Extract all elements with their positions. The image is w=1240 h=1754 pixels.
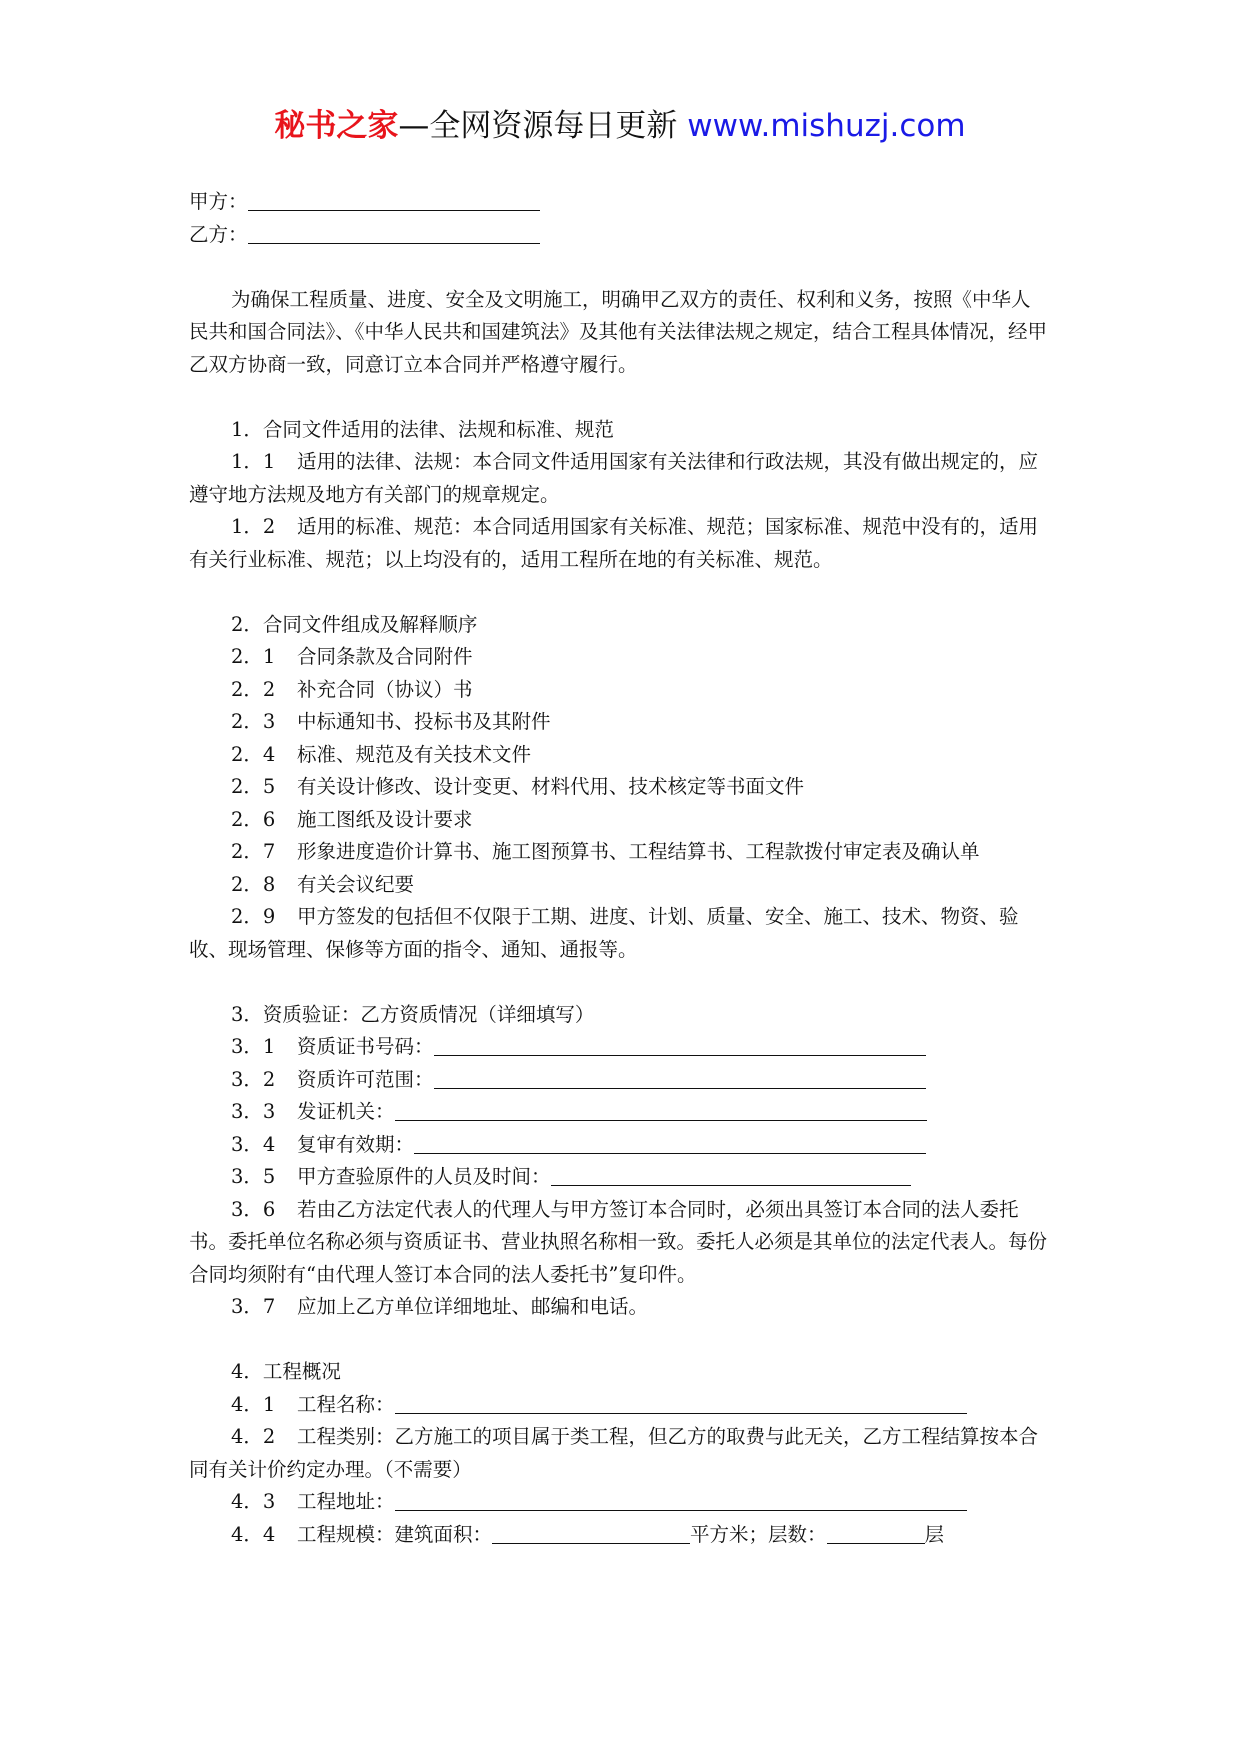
site-url-link[interactable]: www.mishuzj.com xyxy=(677,108,966,144)
clause-text: 适用的法律、法规：本合同文件适用国家有关法律和行政法规，其没有做出规定的，应遵守地方法规及地方有关部门的规章规定。 xyxy=(189,450,1039,506)
clause-number: 2．4 xyxy=(231,742,276,766)
clause-number: 3．5 xyxy=(231,1165,276,1188)
clause-1-2 xyxy=(189,511,1049,576)
clause-3-2 xyxy=(189,1064,1049,1097)
clause-number: 2．2 xyxy=(231,677,276,701)
party-a-line xyxy=(189,186,1049,219)
clause-2-8 xyxy=(189,869,1049,902)
clause-number: 2．8 xyxy=(231,872,276,896)
field-label: 甲方查验原件的人员及时间： xyxy=(297,1165,551,1188)
section-3-title: 3．资质验证：乙方资质情况（详细填写） xyxy=(231,1002,595,1026)
issuing-authority-blank[interactable] xyxy=(395,1100,927,1121)
field-label: 工程名称： xyxy=(297,1392,395,1416)
party-b-line xyxy=(189,219,1049,252)
clause-text: 应加上乙方单位详细地址、邮编和电话。 xyxy=(297,1295,649,1318)
field-label: 工程地址： xyxy=(297,1490,395,1513)
party-a-label: 甲方： xyxy=(189,190,248,213)
banner-slogan: —全网资源每日更新 xyxy=(398,108,678,144)
clause-number: 3．6 xyxy=(231,1197,276,1221)
clause-2-7 xyxy=(189,836,1049,869)
party-b-label: 乙方： xyxy=(189,222,248,246)
clause-text: 有关会议纪要 xyxy=(297,872,415,896)
clause-text: 适用的标准、规范：本合同适用国家有关标准、规范；国家标准、规范中没有的，适用有关行业标准、规范；以上均没有的，适用工程所在地的有关标准、规范。 xyxy=(189,515,1039,571)
clause-2-3 xyxy=(189,706,1049,739)
clause-text: 甲方签发的包括但不仅限于工期、进度、计划、质量、安全、施工、技术、物资、验收、现场管理、保修等方面的指令、通知、通报等。 xyxy=(189,905,1019,961)
area-unit-label: 平方米；层数： xyxy=(690,1522,827,1546)
clause-number: 4．2 xyxy=(231,1425,276,1448)
qualification-cert-number-blank[interactable] xyxy=(434,1035,926,1056)
clause-2-6 xyxy=(189,804,1049,837)
party-a-blank[interactable] xyxy=(248,190,540,211)
clause-number: 3．1 xyxy=(231,1035,276,1058)
clause-number: 2．5 xyxy=(231,775,276,798)
clause-text: 有关设计修改、设计变更、材料代用、技术核定等书面文件 xyxy=(297,775,805,798)
clause-number: 2．9 xyxy=(231,905,276,928)
clause-number: 4．4 xyxy=(231,1522,276,1546)
intro-paragraph: 为确保工程质量、进度、安全及文明施工，明确甲乙双方的责任、权利和义务，按照《中华人民共和国合同法》、《中华人民共和国建筑法》及其他有关法律法规之规定，结合工程具体情况，经甲乙双方协商一致，同意订立本合同并严格遵守履行。 xyxy=(189,287,1048,376)
clause-2-2 xyxy=(189,674,1049,707)
field-label: 复审有效期： xyxy=(297,1132,415,1156)
contract-body xyxy=(189,186,1049,1551)
clause-3-6 xyxy=(189,1194,1049,1292)
inspector-and-time-blank[interactable] xyxy=(551,1165,911,1186)
clause-number: 2．7 xyxy=(231,840,276,863)
field-label: 资质许可范围： xyxy=(297,1067,434,1091)
clause-number: 4．1 xyxy=(231,1392,276,1416)
clause-2-1 xyxy=(189,641,1049,674)
review-validity-blank[interactable] xyxy=(414,1133,926,1154)
clause-2-9 xyxy=(189,901,1049,966)
clause-text: 形象进度造价计算书、施工图预算书、工程结算书、工程款拨付审定表及确认单 xyxy=(297,840,980,863)
clause-4-1 xyxy=(189,1389,1049,1422)
site-banner xyxy=(0,100,1240,145)
clause-number: 2．1 xyxy=(231,645,276,668)
clause-number: 4．3 xyxy=(231,1490,276,1513)
clause-text: 合同条款及合同附件 xyxy=(297,645,473,668)
clause-text: 中标通知书、投标书及其附件 xyxy=(297,710,551,733)
project-address-blank[interactable] xyxy=(395,1490,967,1511)
section-1-title: 1．合同文件适用的法律、法规和标准、规范 xyxy=(231,417,614,441)
clause-text: 标准、规范及有关技术文件 xyxy=(297,742,532,766)
clause-number: 3．4 xyxy=(231,1132,276,1156)
clause-number: 2．3 xyxy=(231,710,276,733)
field-label: 资质证书号码： xyxy=(297,1035,434,1058)
clause-3-4 xyxy=(189,1129,1049,1162)
floor-count-blank[interactable] xyxy=(827,1523,925,1544)
clause-2-5 xyxy=(189,771,1049,804)
clause-number: 1．2 xyxy=(231,515,276,538)
clause-3-7 xyxy=(189,1291,1049,1324)
clause-3-1 xyxy=(189,1031,1049,1064)
field-label: 发证机关： xyxy=(297,1100,395,1123)
building-area-blank[interactable] xyxy=(492,1523,690,1544)
section-2-title: 2．合同文件组成及解释顺序 xyxy=(231,612,478,636)
floor-unit-label: 层 xyxy=(924,1522,945,1546)
field-label: 工程规模：建筑面积： xyxy=(297,1522,493,1546)
clause-text: 工程类别：乙方施工的项目属于类工程，但乙方的取费与此无关，乙方工程结算按本合同有关计价约定办理。（不需要） xyxy=(189,1425,1039,1481)
clause-4-2 xyxy=(189,1421,1049,1486)
clause-text: 若由乙方法定代表人的代理人与甲方签订本合同时，必须出具签订本合同的法人委托书。委托单位名称必须与资质证书、营业执照名称相一致。委托人必须是其单位的法定代表人。每份合同均须附有“由代理人签订本合同的法人委托书”复印件。 xyxy=(189,1197,1048,1286)
clause-1-1 xyxy=(189,446,1049,511)
clause-3-5 xyxy=(189,1161,1049,1194)
section-4-title: 4．工程概况 xyxy=(231,1360,341,1383)
clause-2-4 xyxy=(189,739,1049,772)
clause-number: 1．1 xyxy=(231,450,276,473)
brand-name: 秘书之家 xyxy=(274,108,399,144)
project-name-blank[interactable] xyxy=(395,1393,967,1414)
clause-4-3 xyxy=(189,1486,1049,1519)
clause-number: 3．2 xyxy=(231,1067,276,1091)
clause-3-3 xyxy=(189,1096,1049,1129)
clause-number: 3．7 xyxy=(231,1295,276,1318)
clause-number: 2．6 xyxy=(231,807,276,831)
party-b-blank[interactable] xyxy=(248,223,540,244)
clause-text: 补充合同（协议）书 xyxy=(297,677,473,701)
clause-4-4 xyxy=(189,1519,1049,1552)
qualification-scope-blank[interactable] xyxy=(434,1068,926,1089)
clause-text: 施工图纸及设计要求 xyxy=(297,807,473,831)
clause-number: 3．3 xyxy=(231,1100,276,1123)
